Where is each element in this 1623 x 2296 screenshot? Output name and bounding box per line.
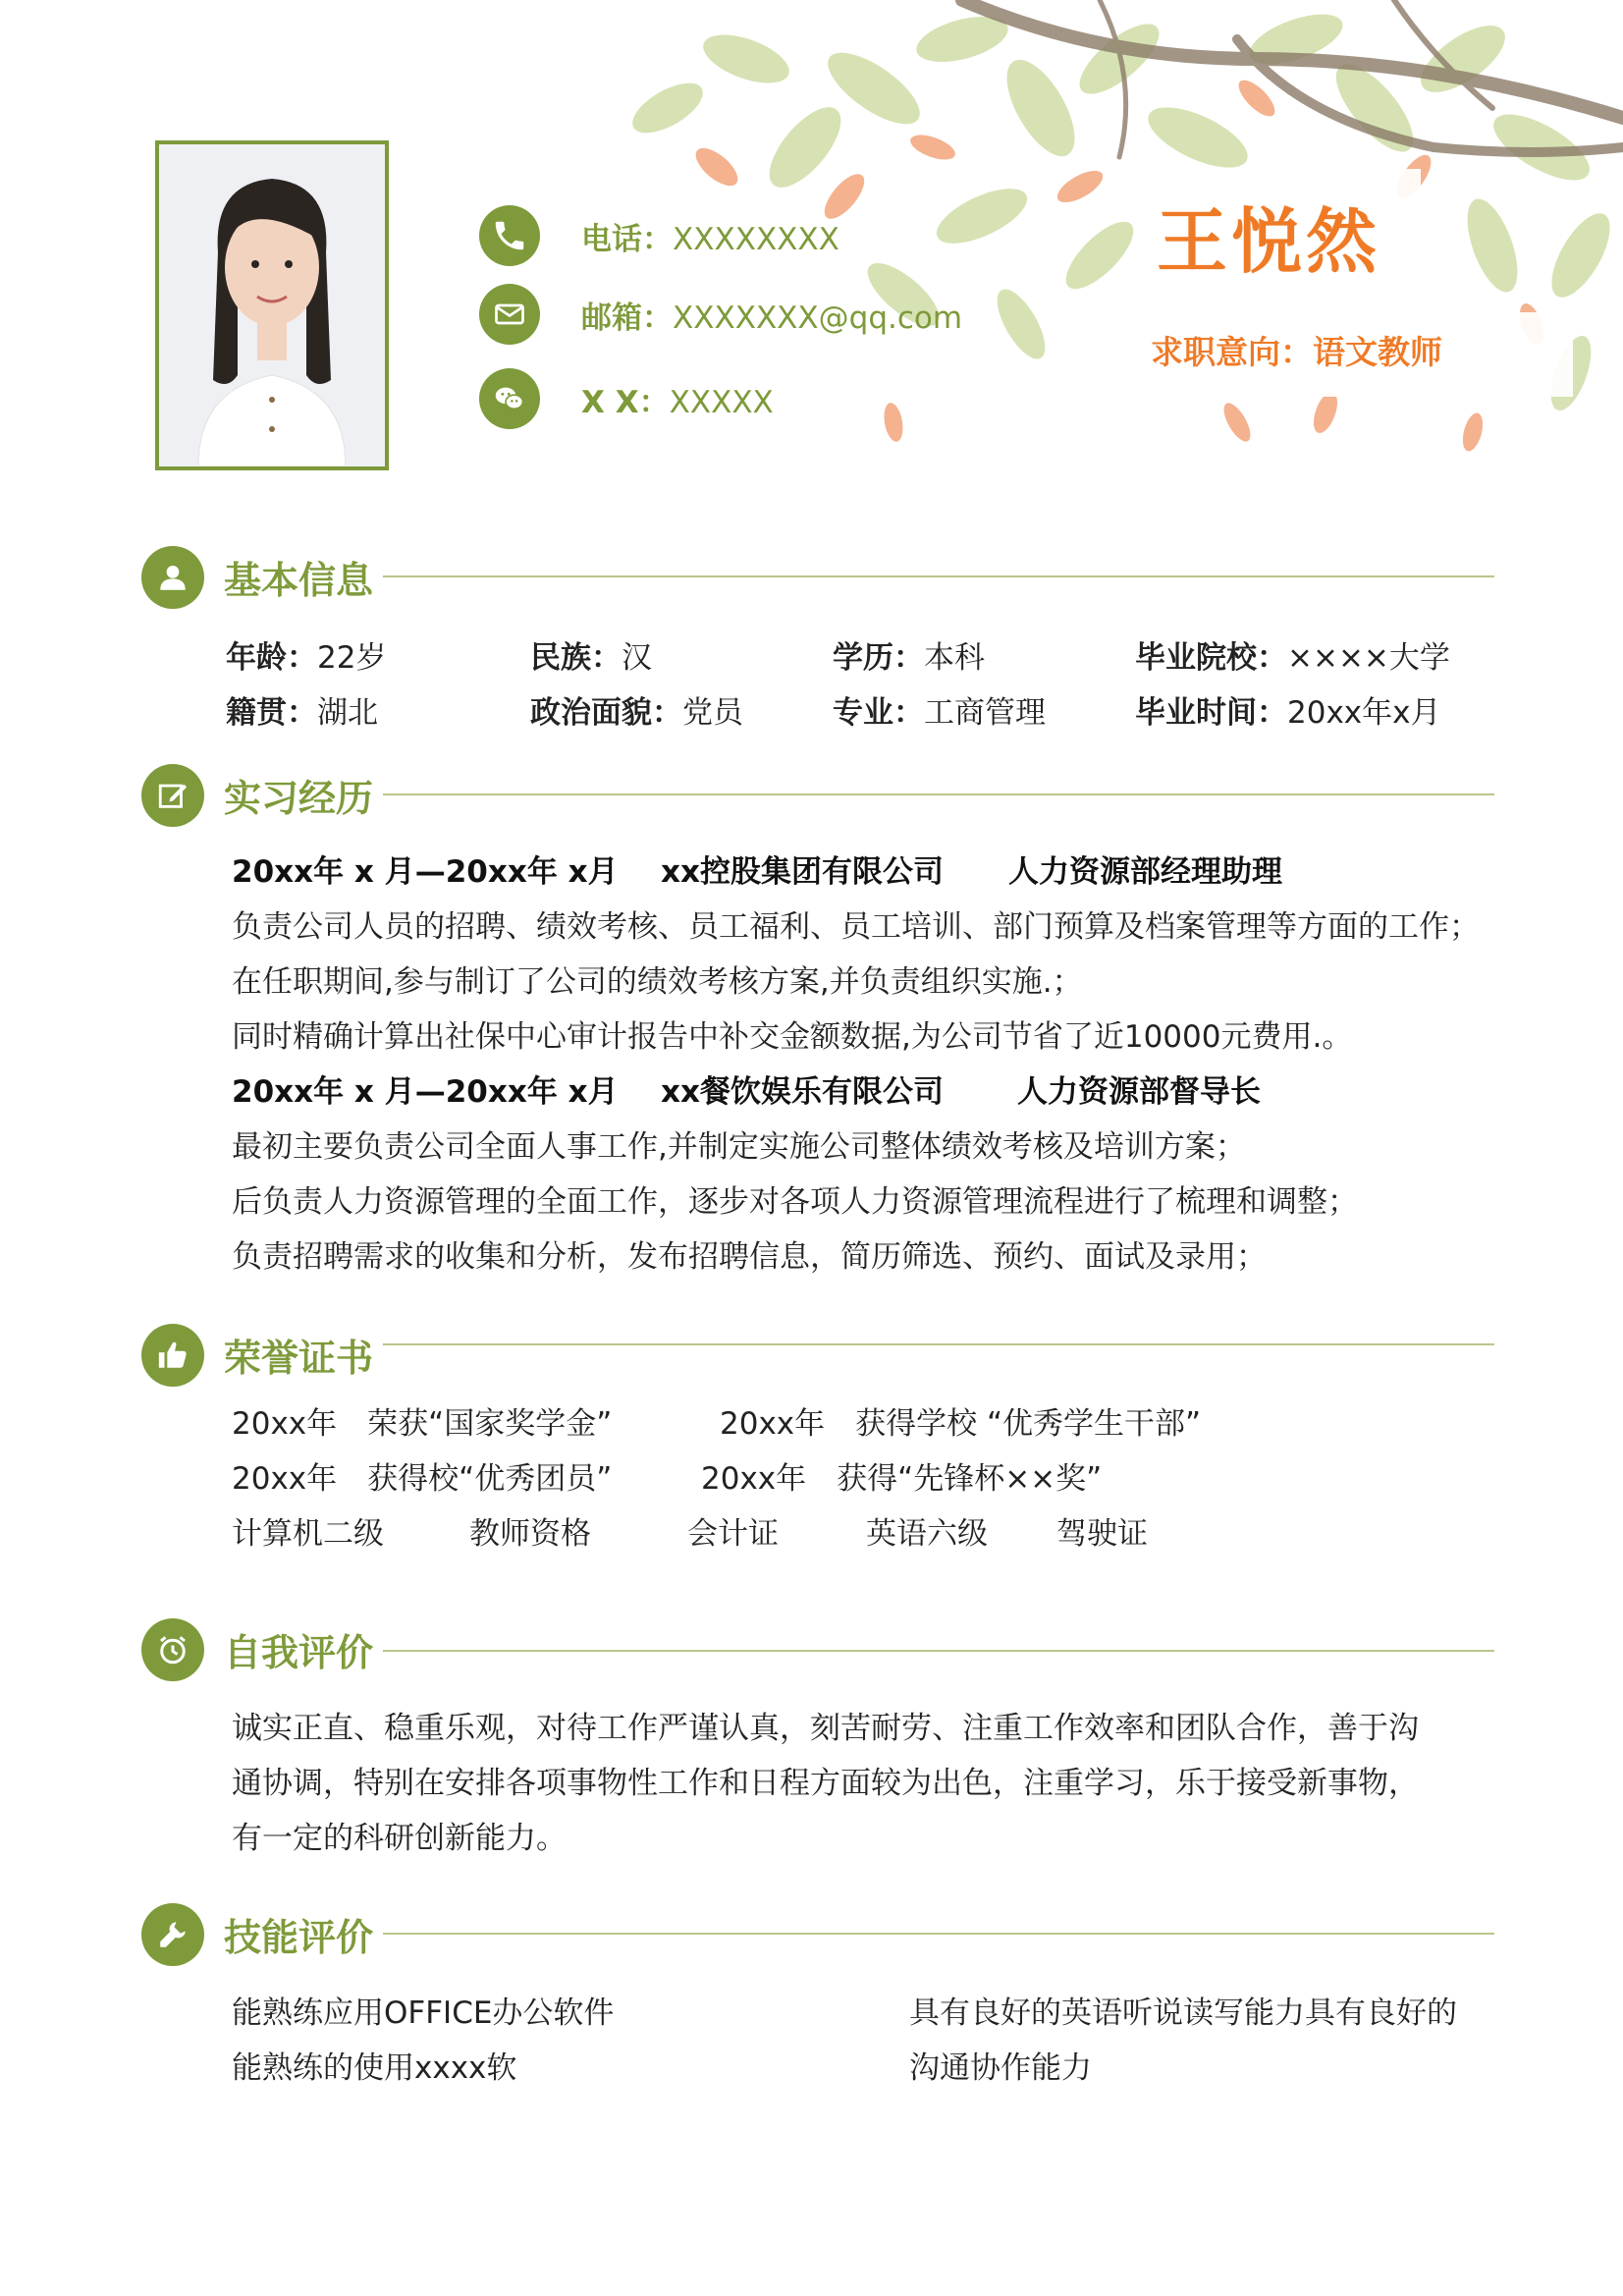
intent-label: 求职意向： — [1151, 333, 1313, 371]
contact-email — [479, 283, 962, 346]
alarm-clock-icon — [141, 1618, 204, 1681]
section-title-internship: 实习经历 — [224, 777, 374, 820]
job-duty-line: 后负责人力资源管理的全面工作，逐步对各项人力资源管理流程进行了梳理和调整； — [232, 1184, 1358, 1220]
contact-wechat — [479, 367, 774, 430]
basic-ethnicity: 民族：汉 — [530, 640, 652, 676]
section-rule — [383, 575, 1494, 577]
honor-item: 20xx年 获得“先锋杯××奖” — [701, 1461, 1103, 1497]
skill-item: 能熟练应用OFFICE办公软件 — [232, 1995, 615, 2031]
candidate-name: 王悦然 — [1157, 200, 1381, 283]
job-company: xx餐饮娱乐有限公司 — [661, 1074, 944, 1110]
skill-item: 具有良好的英语听说读写能力具有良好的 — [909, 1995, 1457, 2031]
skill-item: 能熟练的使用xxxx软 — [232, 2050, 517, 2086]
section-title-skills: 技能评价 — [224, 1916, 374, 1959]
honor-item: 20xx年 荣获“国家奖学金” — [232, 1406, 613, 1442]
phone-icon — [479, 205, 540, 266]
job-duty-line: 负责公司人员的招聘、绩效考核、员工福利、员工培训、部门预算及档案管理等方面的工作； — [232, 909, 1480, 945]
wechat-value: XXXXX — [669, 384, 774, 420]
email-value: XXXXXXX@qq.com — [673, 300, 963, 336]
self-eval-line: 诚实正直、稳重乐观，对待工作严谨认真，刻苦耐劳、注重工作效率和团队合作，善于沟 — [232, 1711, 1419, 1746]
mail-icon — [479, 284, 540, 345]
honor-item: 20xx年 获得学校 “优秀学生干部” — [720, 1406, 1202, 1442]
skill-item: 沟通协作能力 — [909, 2050, 1092, 2086]
cert-item: 计算机二级 — [232, 1516, 384, 1552]
cert-item: 会计证 — [687, 1516, 779, 1552]
self-eval-line: 通协调，特别在安排各项事物性工作和日程方面较为出色，注重学习，乐于接受新事物， — [232, 1766, 1419, 1801]
job-duty-line: 负责招聘需求的收集和分析，发布招聘信息，简历筛选、预约、面试及录用； — [232, 1239, 1267, 1275]
honor-item: 20xx年 获得校“优秀团员” — [232, 1461, 613, 1497]
portrait-illustration — [159, 144, 385, 466]
section-title-basic: 基本信息 — [224, 559, 374, 602]
job-role: 人力资源部督导长 — [1017, 1074, 1261, 1110]
wechat-label: X X： — [581, 384, 670, 420]
cert-item: 英语六级 — [866, 1516, 988, 1552]
contact-phone — [479, 204, 839, 267]
basic-major: 专业：工商管理 — [833, 695, 1046, 731]
basic-education: 学历：本科 — [833, 640, 985, 676]
job-role: 人力资源部经理助理 — [1008, 854, 1282, 890]
wechat-icon — [479, 368, 540, 429]
cert-item: 驾驶证 — [1056, 1516, 1148, 1552]
email-label: 邮箱： — [581, 300, 673, 336]
user-icon — [141, 546, 204, 609]
job-duty-line: 最初主要负责公司全面人事工作,并制定实施公司整体绩效考核及培训方案； — [232, 1129, 1246, 1165]
intent-value: 语文教师 — [1313, 333, 1442, 371]
job-company: xx控股集团有限公司 — [661, 854, 944, 890]
phone-label: 电话： — [581, 221, 673, 257]
cert-item: 教师资格 — [469, 1516, 591, 1552]
basic-hometown: 籍贯：湖北 — [226, 695, 378, 731]
job-period: 20xx年 x 月—20xx年 x月 — [232, 1074, 619, 1110]
basic-political: 政治面貌：党员 — [530, 695, 743, 731]
edit-icon — [141, 764, 204, 827]
section-title-self: 自我评价 — [224, 1631, 374, 1674]
basic-school: 毕业院校：××××大学 — [1135, 640, 1450, 676]
section-rule — [383, 1650, 1494, 1652]
basic-graduation: 毕业时间：20xx年x月 — [1135, 695, 1441, 731]
job-intention — [1151, 327, 1442, 373]
section-rule — [383, 1933, 1494, 1935]
job-period: 20xx年 x 月—20xx年 x月 — [232, 854, 619, 890]
phone-value: XXXXXXXX — [673, 221, 839, 257]
profile-photo — [155, 140, 389, 470]
thumbs-up-icon — [141, 1324, 204, 1387]
job-duty-line: 在任职期间,参与制订了公司的绩效考核方案,并负责组织实施.； — [232, 964, 1083, 1000]
basic-age: 年龄：22岁 — [226, 640, 387, 676]
section-rule — [383, 793, 1494, 795]
section-title-honors: 荣誉证书 — [224, 1337, 374, 1380]
section-rule — [383, 1343, 1494, 1345]
job-duty-line: 同时精确计算出社保中心审计报告中补交金额数据,为公司节省了近10000元费用.。 — [232, 1019, 1353, 1055]
self-eval-line: 有一定的科研创新能力。 — [232, 1821, 567, 1856]
wrench-icon — [141, 1903, 204, 1966]
